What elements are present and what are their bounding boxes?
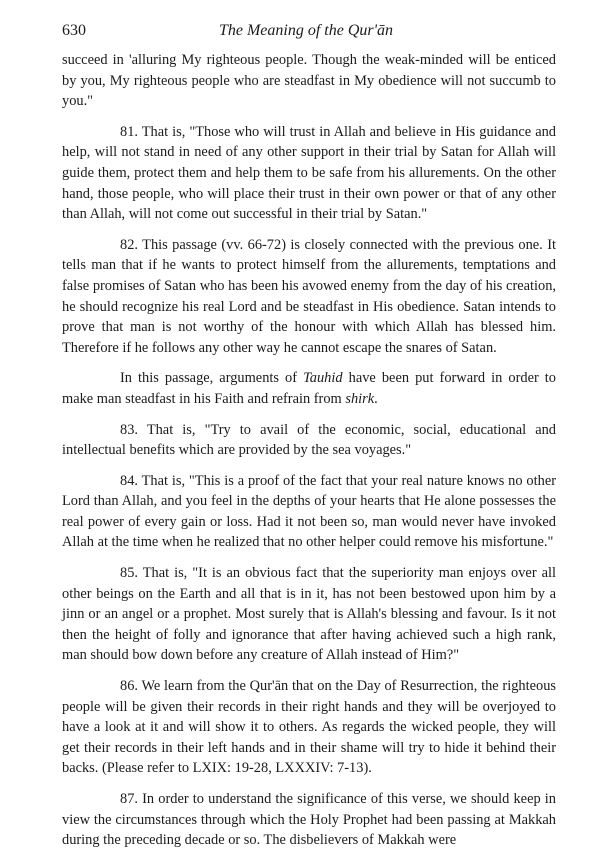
running-title: The Meaning of the Qur'ān <box>218 22 394 39</box>
body-text <box>62 50 556 861</box>
note-85: 85. That is, "It is an obvious fact that the superiority man enjoys over all other beings on the Earth and all that is in it, has not been bestowed upon him by a jinn or an angel or a prophet. Most surely that is Allah's blessing and favour. Is it not then the height of folly and ignorance that after having achieved such a high rank, man should bow down before any creature of Allah instead of Him?" <box>62 565 556 664</box>
text-run: In this passage, arguments of <box>120 370 304 387</box>
page-number: 630 <box>62 22 86 39</box>
term-shirk: shirk <box>345 390 375 407</box>
term-tauhid: Tauhid <box>303 370 343 387</box>
note-82: 82. This passage (vv. 66-72) is closely connected with the previous one. It tells man that if he wants to protect himself from the allurements, temptations and false promises of Satan who has been his avowed enemy from the day of his creation, he should recognize his real Lord and be steadfast in His obedience. Satan intends to prove that man is not worthy of the honour with which Allah has blessed him. Therefore if he follows any other way he cannot escape the snares of Satan. <box>62 236 556 356</box>
text-run: . <box>374 390 378 407</box>
page-header <box>62 16 550 46</box>
note-84: 84. That is, "This is a proof of the fact that your real nature knows no other Lord than Allah, and you feel in the depths of your hearts that He alone possesses the real power of every gain or loss. Had it not been so, man would never have invoked Allah at the time when he realized that no other helper could remove his misfortune." <box>62 472 556 551</box>
note-83: 83. That is, "Try to avail of the economic, social, educational and intellectual benefits which are provided by the sea voyages." <box>62 421 556 459</box>
note-82-continuation <box>62 368 556 409</box>
text-run: have been put forward in order to make man steadfast in his Faith and refrain from <box>62 370 557 407</box>
paragraph-continuation: succeed in 'alluring My righteous people. Though the weak-minded will be enticed by you, My righteous people who are steadfast in My obedience will not succumb to you." <box>62 52 556 110</box>
note-81: 81. That is, "Those who will trust in Allah and believe in His guidance and help, will not stand in need of any other support in their trial by Satan for Allah will guide them, protect them and help them to be safe from his allurements. On the other hand, those people, who will place their trust in their own power or that of any other than Allah, will not come out successful in their trial by Satan." <box>62 123 556 223</box>
note-86: 86. We learn from the Qur'ān that on the Day of Resurrection, the righteous people will be given their records in their right hands and they will be overjoyed to have a look at it and will show it to others. As regards the wicked people, they will get their records in their left hands and in their shame will try to hide it behind their backs. (Please refer to LXIX: 19-28, LXXXIV: 7-13). <box>62 678 556 777</box>
note-87: 87. In order to understand the significance of this verse, we should keep in view the circumstances through which the Holy Prophet had been passing at Makkah during the preceding decade or so. The disbelievers of Makkah were <box>62 791 556 849</box>
